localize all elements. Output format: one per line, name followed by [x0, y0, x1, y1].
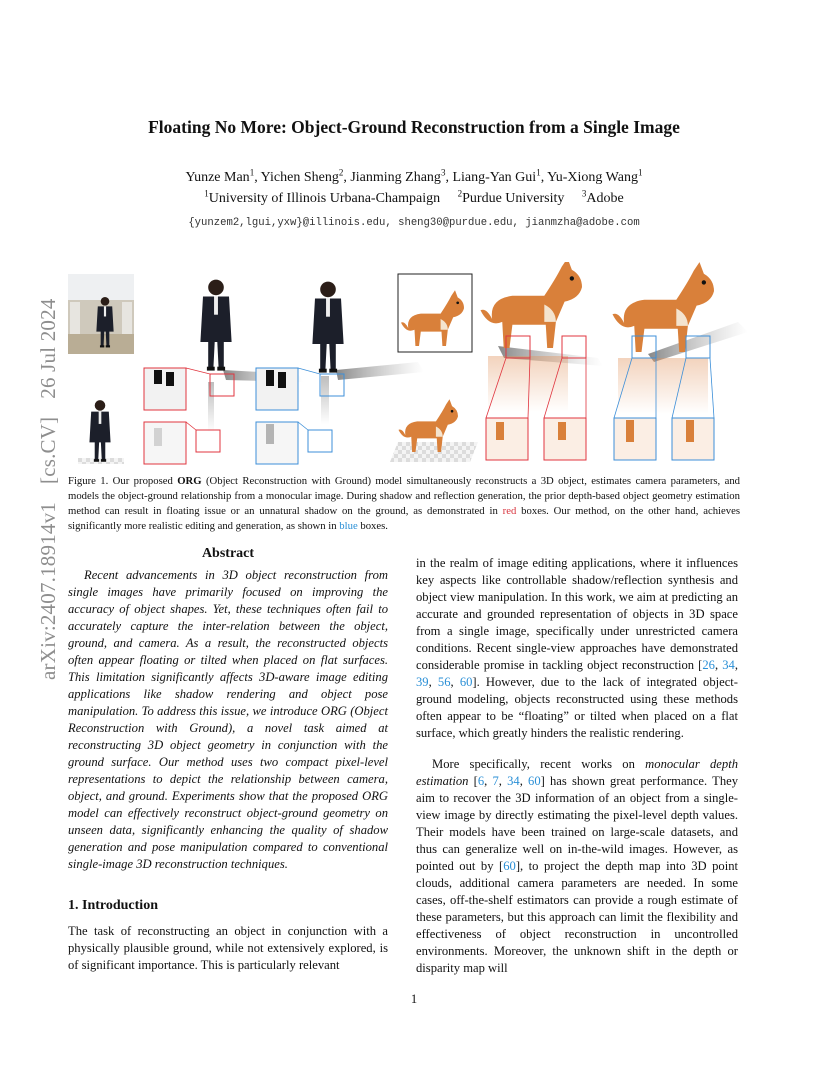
reconstruction-man-ground [78, 400, 124, 464]
affiliation: $^1$University of Illinois Urbana-Champaign [204, 188, 441, 206]
reconstruction-dog-ground [390, 399, 478, 462]
citation-link[interactable]: 39 [416, 675, 429, 689]
citation-link[interactable]: 6 [477, 774, 485, 788]
figure-caption: Figure 1. Our proposed ORG (Object Reconstruction with Ground) model simultaneously reconstructs a 3D object, estimates camera parameters, and models the object-ground relationship from a monocular image. During shadow and reflection generation, the prior depth-based object geometry estimation method can result in floating issue or an unnatural shadow on the ground, as demonstrated in red boxes. Our method, on the other hand, achieves significantly more realistic editing and generation, as shown in blue boxes. [68, 475, 741, 533]
input-photo-dog [398, 274, 472, 352]
citation-link[interactable]: 60 [459, 675, 473, 689]
arxiv-id: arXiv:2407.18914v1 [36, 502, 60, 680]
figure-1-illustration [58, 262, 748, 470]
citation-link[interactable]: 34 [722, 658, 735, 672]
affiliation-list [0, 188, 828, 207]
arxiv-date: 26 Jul 2024 [36, 298, 60, 399]
author: Yichen Sheng [260, 170, 339, 185]
intro-heading: 1. Introduction [68, 898, 158, 913]
citation-link[interactable]: 56 [437, 675, 451, 689]
figure-1 [58, 262, 748, 470]
citation-link[interactable]: 60 [503, 859, 516, 873]
citation-link[interactable]: 60 [528, 774, 541, 788]
arxiv-category: [cs.CV] [36, 416, 60, 484]
abstract-text: Recent advancements in 3D object reconstruction from single images have primarily focused on improving the accuracy of object shapes. Yet, these techniques often fail to accurately capture the inter-relation between the object, ground, and camera. As a result, the reconstructed objects often appear floating or tilted when placed on flat surfaces. This limitation significantly affects 3D-aware image editing applications like shadow rendering and object pose manipulation. To address this issue, we introduce ORG (Object Reconstruction with Ground), a novel task aimed at reconstructing 3D object geometry in conjunction with the ground surface. Our method uses two compact pixel-level representations to depict the relationship between camera, object, and ground. Experiments show that the proposed ORG model can effectively reconstruct object-ground geometry on unseen data, significantly enhancing the quality of shadow generation and pose manipulation compared to conventional single-image 3D reconstruction techniques. [68, 568, 388, 871]
paper-title: Floating No More: Object-Ground Reconstruction from a Single Image [148, 117, 680, 137]
caption-org: ORG [177, 475, 202, 487]
caption-blue-word: blue [339, 520, 358, 533]
caption-label: Figure 1. [68, 475, 109, 487]
left-column [68, 545, 388, 974]
dog-prior-method [481, 262, 604, 460]
dog-our-method [613, 262, 749, 460]
page-number: 1 [410, 992, 418, 1006]
author-list: Yunze Man$^1$, Yichen Sheng$^2$, Jianming Zhang$^3$, Liang-Yan Gui$^1$, Yu-Xiong Wang$^1$ [185, 167, 643, 185]
author: Yu-Xiong Wang [547, 170, 638, 185]
citation-link[interactable]: 7 [492, 774, 499, 788]
author: Liang-Yan Gui [452, 170, 537, 185]
author: Yunze Man [185, 170, 250, 185]
citation-link[interactable]: 26 [702, 658, 715, 672]
caption-red-word: red [502, 505, 517, 518]
author-emails: {yunzem2,lgui,yxw}@illinois.edu, sheng30@purdue.edu, jianmzha@adobe.com [188, 217, 640, 229]
affiliation: $^3$Adobe [581, 188, 624, 206]
intro-paragraph-continued: in the realm of image editing applications, where it influences key aspects like controllable shadow/reflection synthesis and object view manipulation. In this work, we aim at predicting an accurate and grounded representation of objects in 3D space from a single image, specifically under unrestricted camera conditions. Recent single-view approaches have demonstrated considerable promise in tackling object reconstruction [26, 34, 39, 56, 60]. However, due to the lack of integrated object-ground modeling, objects reconstructed using these methods often appear to be “floating” or tilted when placed on a flat surface, which greatly hinders the realistic rendering. [416, 556, 738, 740]
intro-paragraph-2: More specifically, recent works on monocular depth estimation [6, 7, 34, 60] has shown great performance. They aim to recover the 3D information of an object from a single-view image by directly estimating the pixel-level depth values. Their models have been trained on large-scale datasets, and thus can generalize well on in-the-wild images. However, as pointed out by [60], to project the depth map into 3D point clouds, additional camera parameters are needed. In some cases, off-the-shelf estimators can provide a rough estimate of these parameters, but this approach can limit the flexibility and effectiveness of object reconstruction in uncontrolled environments. Moreover, the unknown shift in the depth or disparity map will [416, 757, 738, 975]
author: Jianming Zhang [350, 170, 441, 185]
right-column [416, 555, 738, 977]
input-photo-man [68, 274, 134, 354]
citation-link[interactable]: 34 [507, 774, 520, 788]
affiliation: $^2$Purdue University [457, 188, 565, 206]
abstract-heading: Abstract [201, 546, 255, 561]
intro-paragraph: The task of reconstructing an object in conjunction with a physically plausible ground, while not extensively explored, is of significant importance. This is particularly relevant [68, 924, 388, 972]
